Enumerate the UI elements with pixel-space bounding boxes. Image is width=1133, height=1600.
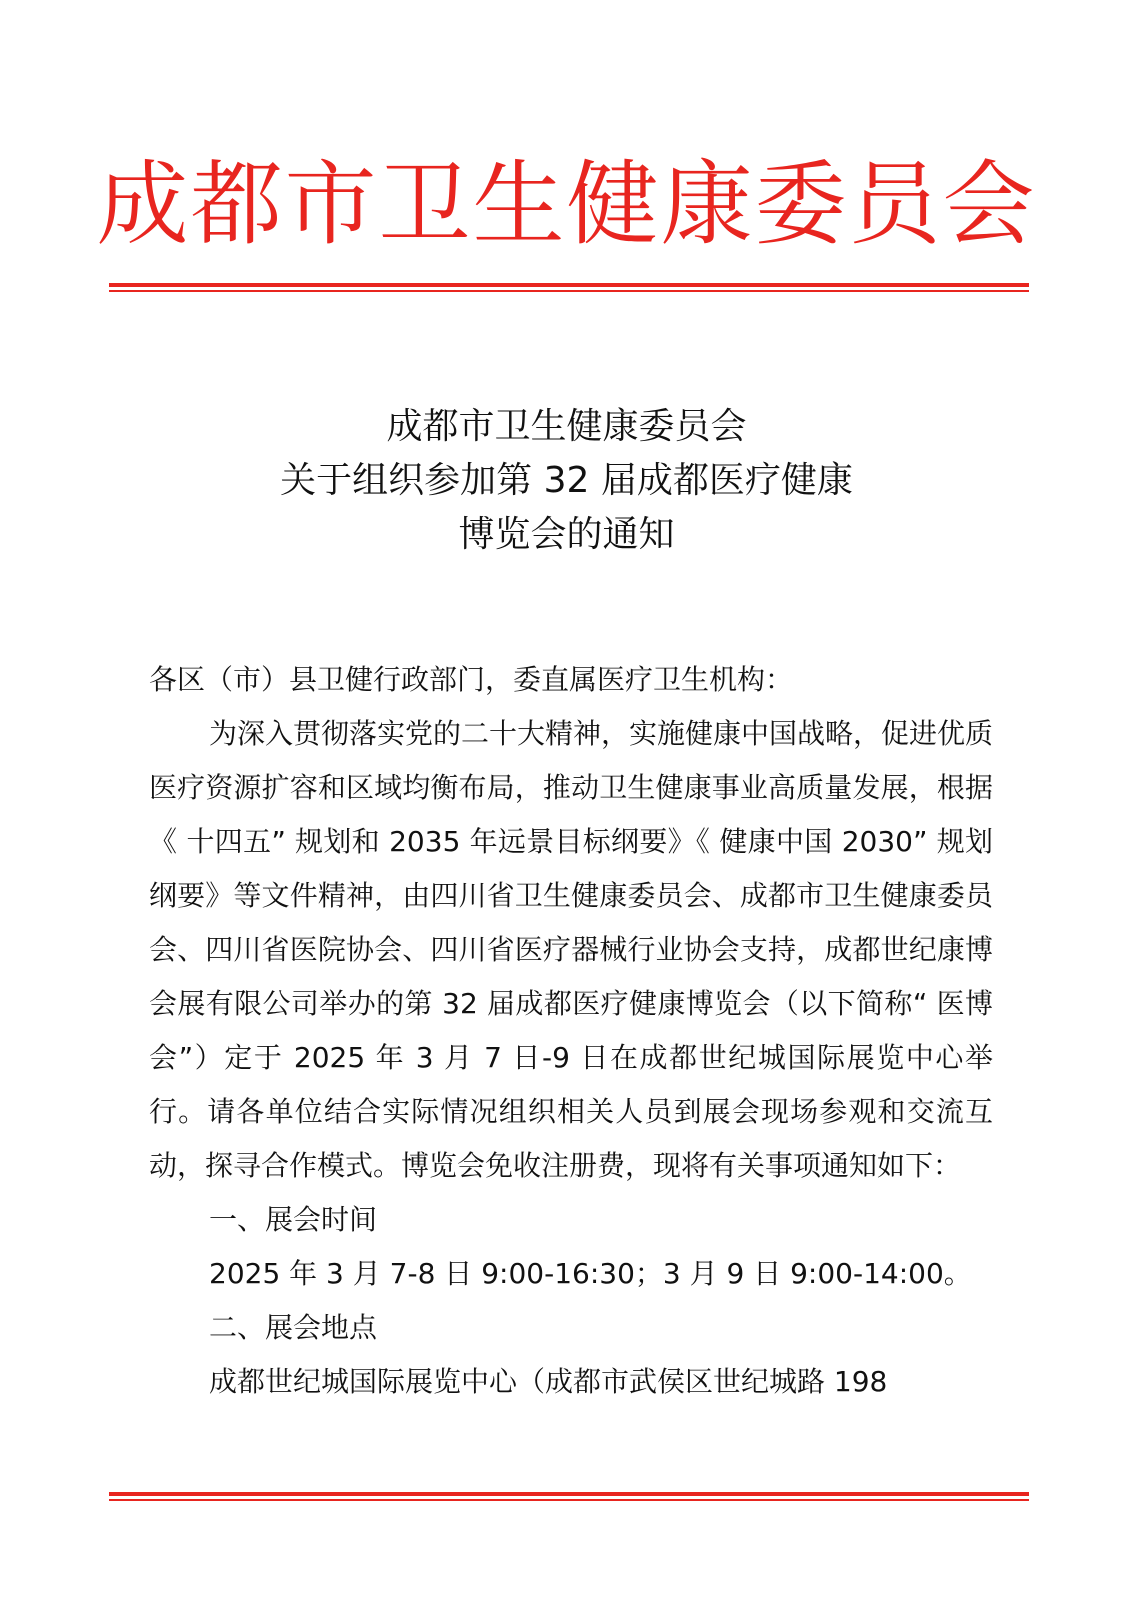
document-body — [149, 653, 993, 1409]
intro-paragraph: 为深入贯彻落实党的二十大精神，实施健康中国战略，促进优质医疗资源扩容和区域均衡布局，推动卫生健康事业高质量发展，根据《 十四五” 规划和 2035 年远景目标纲要》《 健康中国 2030” 规划纲要》等文件精神，由四川省卫生健康委员会、成都市卫生健康委员会、四川省医院协会、四川省医疗器械行业协会支持，成都世纪康博会展有限公司举办的第 32 届成都医疗健康博览会（以下简称“ 医博会”）定于 2025 年 3 月 7 日-9 日在成都世纪城国际展览中心举行。请各单位结合实际情况组织相关人员到展会现场参观和交流互动，探寻合作模式。博览会免收注册费，现将有关事项通知如下： — [149, 717, 994, 1182]
document-title-line-1: 成都市卫生健康委员会 — [386, 406, 747, 447]
section-2-heading: 二、展会地点 — [209, 1311, 378, 1344]
document-title-line-2: 关于组织参加第 32 届成都医疗健康 — [280, 460, 853, 501]
document-title — [0, 400, 1133, 562]
section-1-text: 2025 年 3 月 7-8 日 9:00-16:30；3 月 9 日 9:00-14:00。 — [209, 1257, 972, 1290]
salutation: 各区（市）县卫健行政部门，委直属医疗卫生机构： — [149, 663, 794, 696]
document-title-line-3: 博览会的通知 — [458, 514, 675, 555]
footer-divider — [109, 1492, 1029, 1501]
masthead-divider — [109, 283, 1029, 292]
masthead-title: 成都市卫生健康委员会 — [96, 151, 1037, 258]
section-2-text: 成都世纪城国际展览中心（成都市武侯区世纪城路 198 — [209, 1365, 888, 1398]
section-1-heading: 一、展会时间 — [209, 1203, 378, 1236]
